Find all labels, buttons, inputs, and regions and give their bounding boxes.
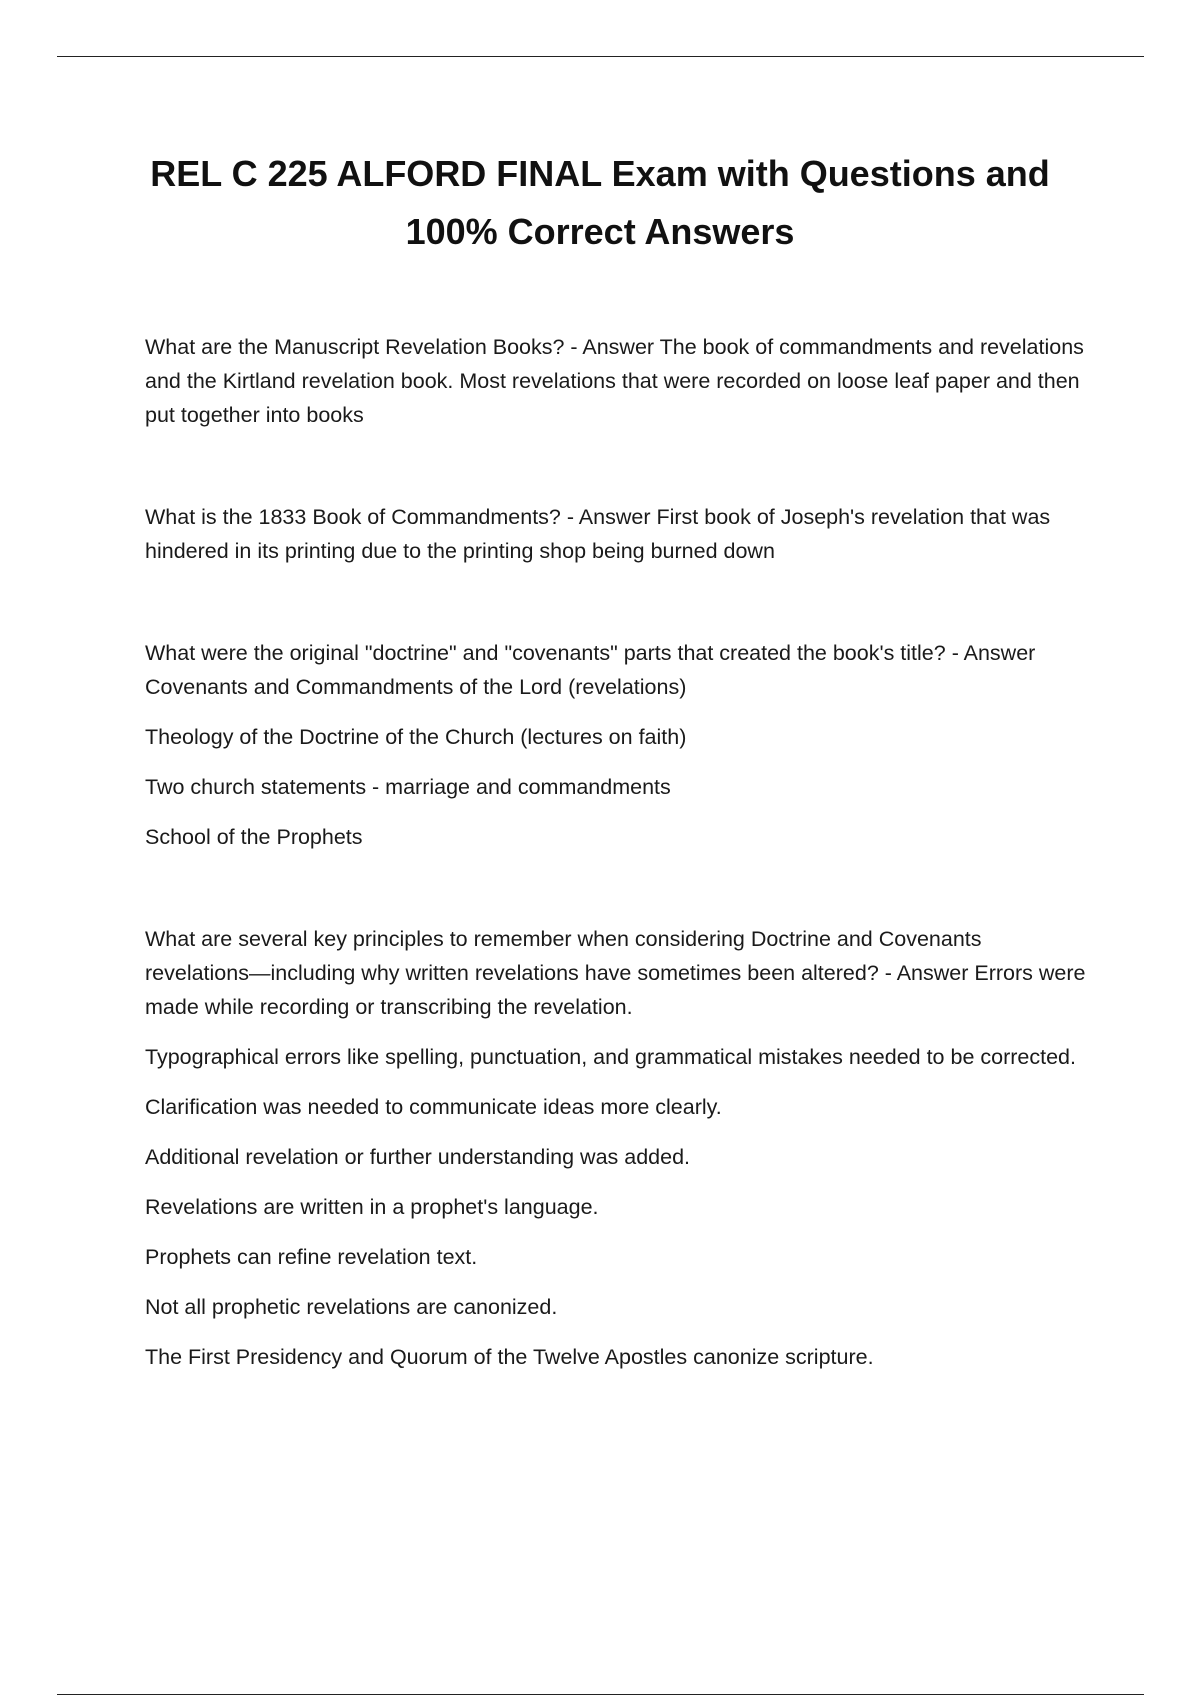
answer-line: Typographical errors like spelling, punctuation, and grammatical mistakes needed to be corrected. [145,1045,1076,1069]
qa-paragraph: What are several key principles to remember when considering Doctrine and Covenants revelations—including why written revelations have sometimes been altered? - Answer Errors were made while recording or transcribing the revelation. [145,927,1086,1019]
page-title [100,145,1100,261]
qa-block-3 [145,636,1090,854]
answer-line: Additional revelation or further understanding was added. [145,1145,691,1169]
answer-line: School of the Prophets [145,825,363,849]
qa-paragraph: What is the 1833 Book of Commandments? - Answer First book of Joseph's revelation that was hindered in its printing due to the printing shop being burned down [145,505,1051,563]
answer-line: Not all prophetic revelations are canonized. [145,1295,558,1319]
qa-block-4 [145,922,1090,1374]
qa-paragraph: What are the Manuscript Revelation Books? - Answer The book of commandments and revelations and the Kirtland revelation book. Most revelations that were recorded on loose leaf paper and then put together into books [145,335,1084,427]
answer-line: The First Presidency and Quorum of the Twelve Apostles canonize scripture. [145,1345,874,1369]
answer-line: Clarification was needed to communicate ideas more clearly. [145,1095,722,1119]
title-line-1: REL C 225 ALFORD FINAL Exam with Questions and [150,153,1050,194]
answer-line: Prophets can refine revelation text. [145,1245,478,1269]
qa-block-2 [145,500,1090,568]
answer-line: Revelations are written in a prophet's language. [145,1195,599,1219]
qa-paragraph: What were the original "doctrine" and "covenants" parts that created the book's title? - Answer Covenants and Commandments of the Lord (revelations) [145,641,1036,699]
title-line-2: 100% Correct Answers [405,211,795,252]
footer-rule [57,1694,1144,1695]
qa-block-1 [145,330,1090,432]
answer-line: Two church statements - marriage and commandments [145,775,671,799]
header-rule [57,56,1144,57]
answer-line: Theology of the Doctrine of the Church (lectures on faith) [145,725,687,749]
document-body [145,330,1090,1374]
